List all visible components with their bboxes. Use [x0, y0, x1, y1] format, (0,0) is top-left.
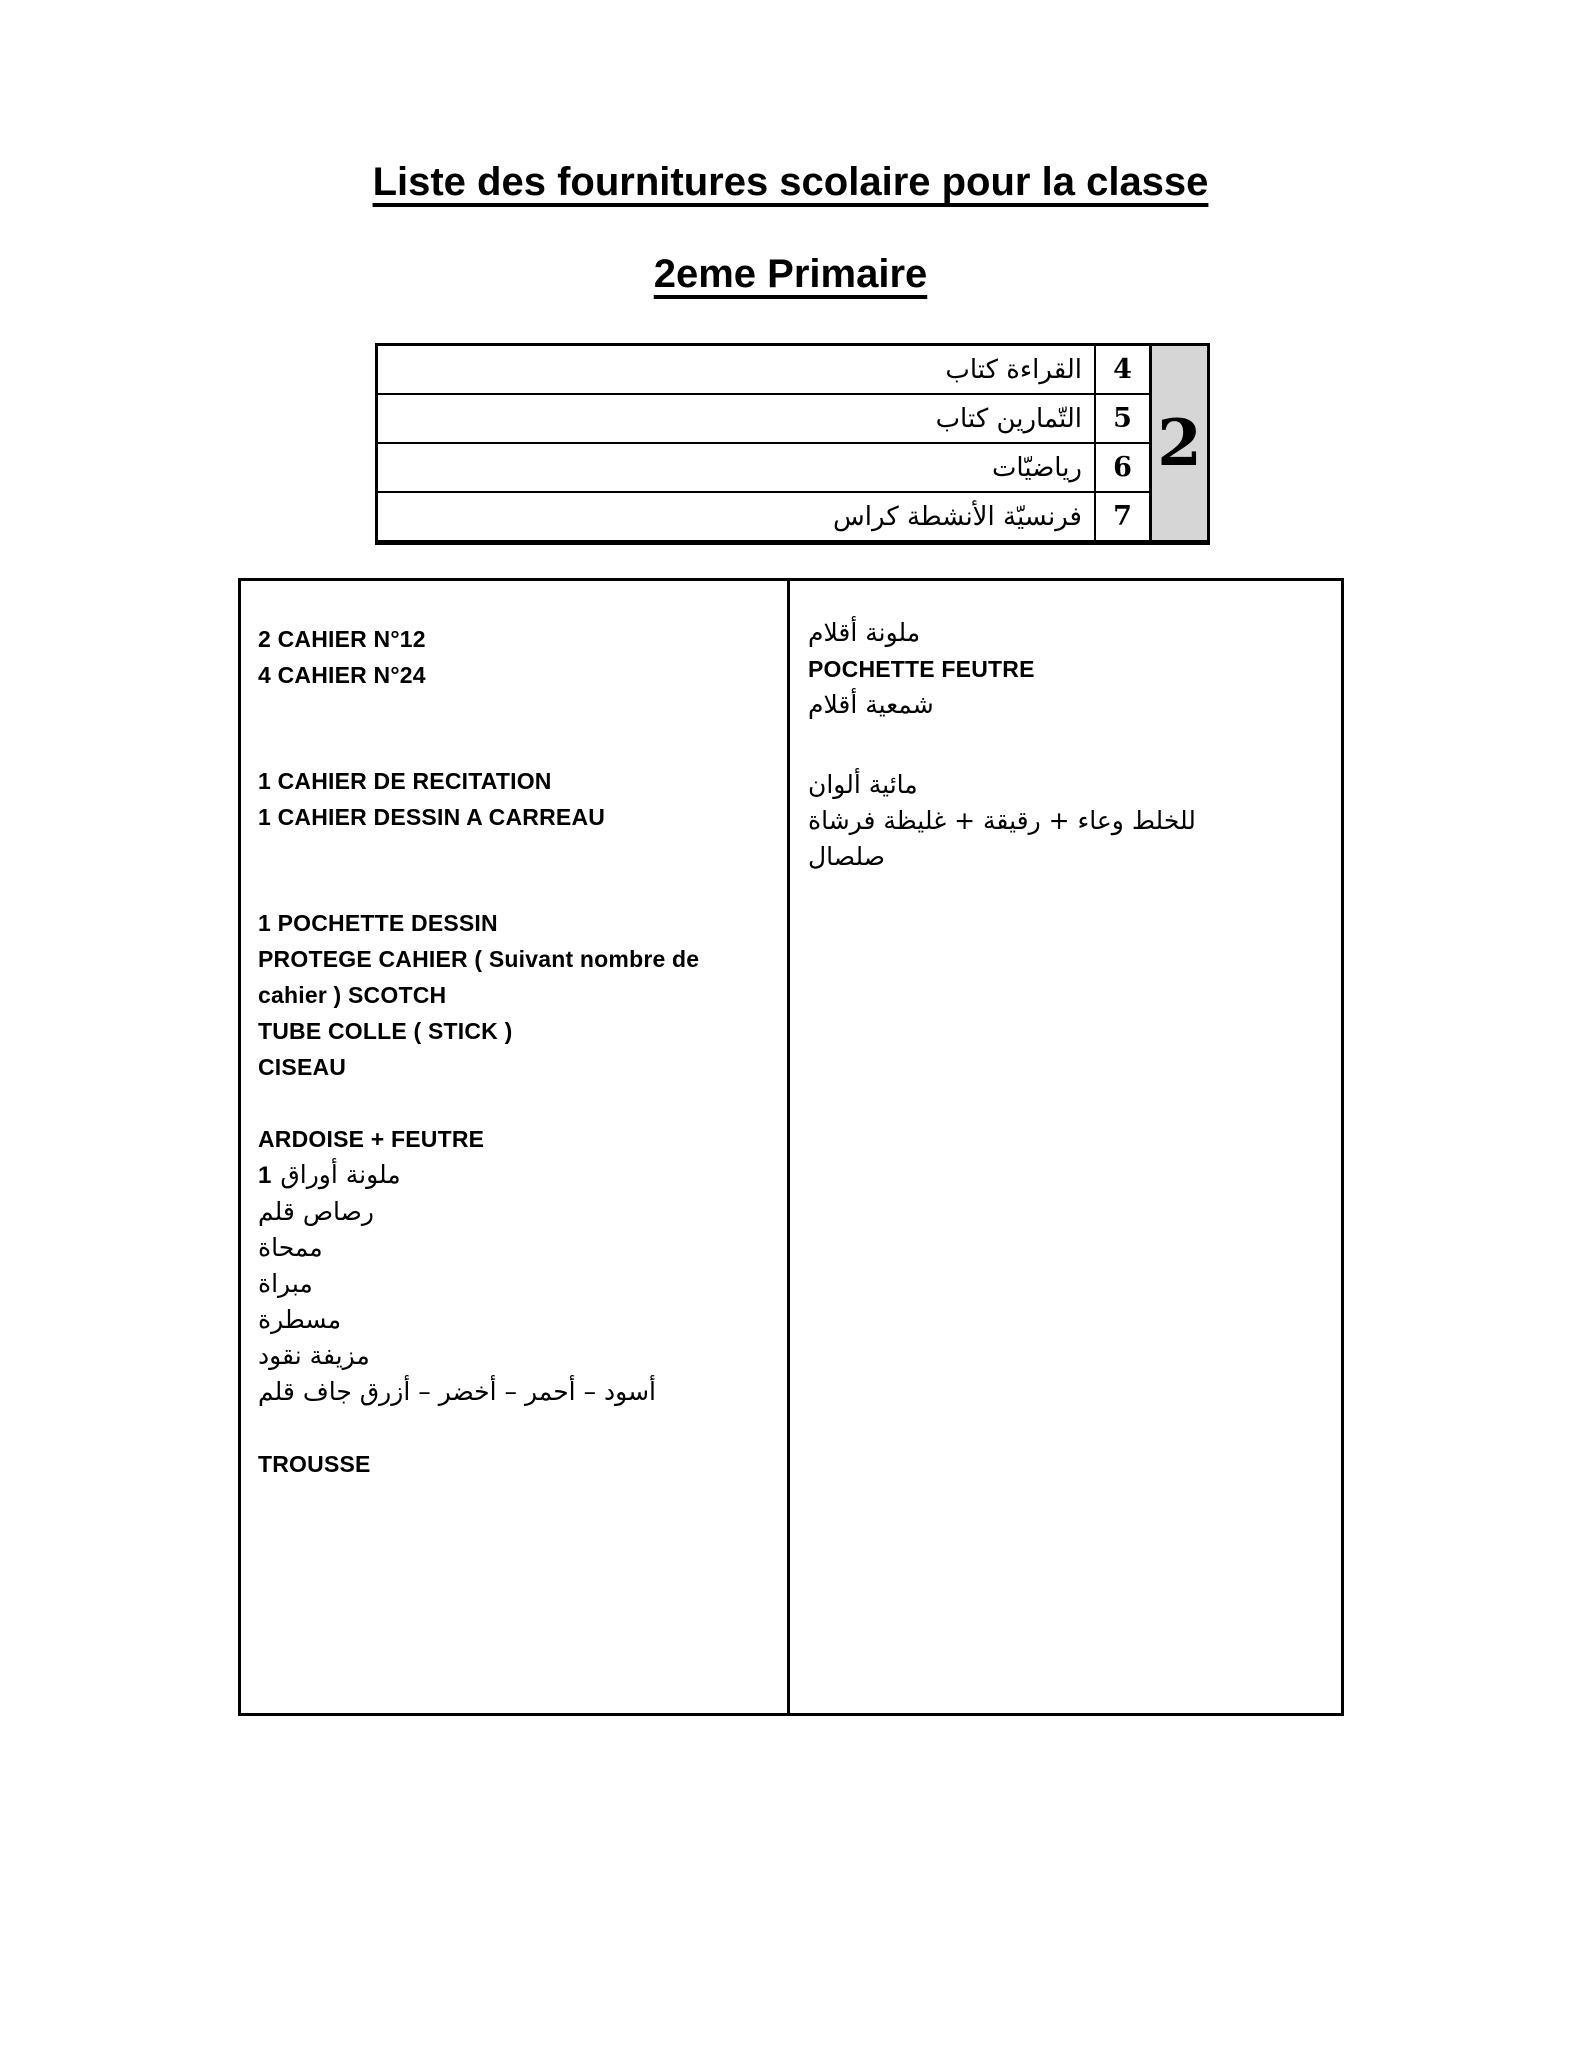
- supply-item: 1 POCHETTE DESSIN: [258, 910, 498, 936]
- supply-item: مبراة: [258, 1269, 313, 1298]
- page-subtitle: [0, 248, 1581, 300]
- supply-item: فرشاة‎ غليظة‎ + رقيقة‎ + وعاء‎ للخلط: [808, 806, 1196, 835]
- supply-item: ممحاة: [258, 1233, 323, 1262]
- supply-item-arabic: أوراق‎ ملونة: [280, 1160, 401, 1189]
- row-number: 5: [1113, 403, 1132, 434]
- table-row: [378, 493, 1149, 540]
- supply-item: أقلام‎ شمعية: [808, 690, 934, 719]
- supply-item: CISEAU: [258, 1054, 347, 1080]
- row-label: رياضيّات: [378, 444, 1096, 491]
- supply-item: مسطرة: [258, 1305, 342, 1334]
- table-row: [378, 444, 1149, 493]
- supply-item: TUBE COLLE ( STICK ): [258, 1018, 513, 1044]
- supplies-left-column: [241, 581, 790, 1713]
- supply-item: أقلام‎ ملونة: [808, 618, 921, 647]
- supply-item: TROUSSE: [258, 1451, 371, 1477]
- quantity-label: 1: [258, 1162, 272, 1189]
- supplies-box: [238, 578, 1344, 1716]
- page-title: [0, 156, 1581, 208]
- supply-item: PROTEGE CAHIER ( Suivant nombre de cahier ) SCOTCH: [258, 946, 700, 1008]
- supply-item: صلصال: [808, 842, 885, 871]
- supply-item: ألوان‎ مائية: [808, 770, 918, 799]
- books-table: [375, 343, 1210, 545]
- books-table-rows: [378, 346, 1149, 540]
- supply-item-mixed: [258, 1157, 771, 1194]
- supply-item: قلم‎ رصاص: [258, 1197, 374, 1226]
- row-label: كراس‎ الأنشطة‎ فرنسيّة: [378, 493, 1096, 540]
- row-label: كتاب‎ القراءة: [378, 346, 1096, 393]
- row-number: 6: [1113, 452, 1132, 483]
- page-title-text: Liste des fournitures scolaire pour la classe: [372, 160, 1209, 204]
- supply-item: 1 CAHIER DESSIN A CARREAU: [258, 804, 606, 830]
- row-number: 4: [1113, 354, 1132, 385]
- supply-item: قلم‎ جاف‎ أزرق‎ – أخضر‎ – أحمر‎ – أسود: [258, 1377, 656, 1406]
- table-row: [378, 346, 1149, 395]
- table-row: [378, 395, 1149, 444]
- row-number: 7: [1113, 501, 1132, 532]
- supplies-right-column: [790, 581, 1341, 1713]
- supply-item: POCHETTE FEUTRE: [808, 656, 1035, 682]
- supply-item: 4 CAHIER N°24: [258, 662, 426, 688]
- supply-item: 2 CAHIER N°12: [258, 626, 426, 652]
- page-subtitle-text: 2eme Primaire: [653, 252, 928, 296]
- supply-item: ARDOISE + FEUTRE: [258, 1126, 485, 1152]
- supply-item: نقود‎ مزيفة: [258, 1341, 370, 1370]
- row-label: كتاب‎ التّمارين: [378, 395, 1096, 442]
- class-number-cell: 2: [1149, 346, 1207, 540]
- supply-item: 1 CAHIER DE RECITATION: [258, 768, 552, 794]
